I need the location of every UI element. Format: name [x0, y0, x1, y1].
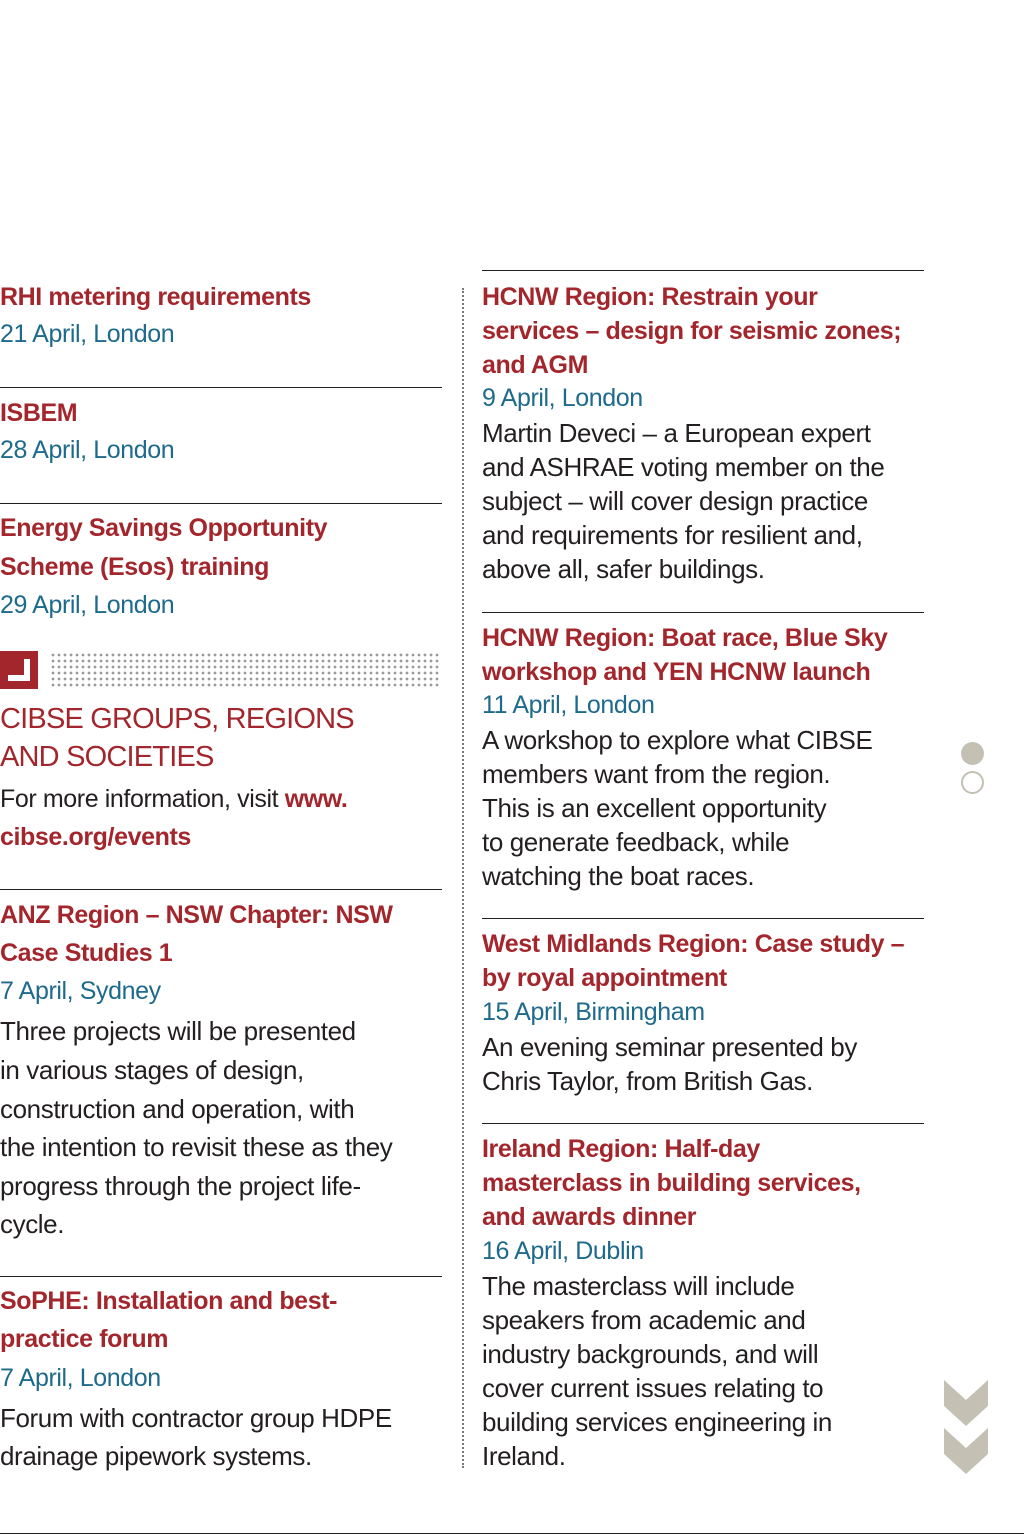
event-title: practice forum	[0, 1325, 169, 1353]
event-body: subject – will cover design practice	[482, 486, 868, 516]
bottom-rule	[0, 1533, 1024, 1534]
divider-line	[0, 1276, 442, 1277]
event-body: speakers from academic and	[482, 1305, 806, 1335]
divider-line	[482, 1123, 924, 1124]
page-dot-active[interactable]	[961, 742, 984, 765]
event-body: watching the boat races.	[482, 861, 755, 891]
event-body: industry backgrounds, and will	[482, 1339, 819, 1369]
event-date: 28 April, London	[0, 436, 175, 464]
divider-line	[0, 503, 442, 504]
event-title: Ireland Region: Half-day	[482, 1135, 760, 1163]
event-body: This is an excellent opportunity	[482, 793, 827, 823]
section-info	[0, 823, 191, 852]
event-body: in various stages of design,	[0, 1055, 304, 1085]
event-title: West Midlands Region: Case study –	[482, 930, 905, 958]
column-divider	[462, 288, 464, 1468]
event-title: ANZ Region – NSW Chapter: NSW	[0, 901, 393, 929]
divider-line	[482, 918, 924, 919]
event-date: 7 April, Sydney	[0, 977, 161, 1005]
event-body: and requirements for resilient and,	[482, 520, 863, 550]
event-title: SoPHE: Installation and best-	[0, 1287, 338, 1315]
event-title: Energy Savings Opportunity	[0, 514, 328, 542]
event-body: and ASHRAE voting member on the	[482, 452, 885, 482]
section-heading: CIBSE GROUPS, REGIONS	[0, 703, 354, 735]
dotted-band	[50, 652, 440, 689]
event-title: by royal appointment	[482, 964, 727, 992]
event-body: drainage pipework systems.	[0, 1441, 312, 1471]
event-body: cycle.	[0, 1209, 65, 1239]
event-title: ISBEM	[0, 399, 78, 427]
event-title: and AGM	[482, 351, 588, 379]
page-dot[interactable]	[961, 771, 984, 794]
event-body: cover current issues relating to	[482, 1373, 824, 1403]
event-title: HCNW Region: Restrain your	[482, 283, 818, 311]
event-title: and awards dinner	[482, 1203, 697, 1231]
event-title: Case Studies 1	[0, 939, 173, 967]
event-body: construction and operation, with	[0, 1094, 355, 1124]
events-link[interactable]: cibse.org/events	[0, 823, 191, 851]
section-heading: AND SOCIETIES	[0, 741, 214, 773]
event-date: 29 April, London	[0, 591, 175, 619]
event-body: Ireland.	[482, 1441, 566, 1471]
event-date: 21 April, London	[0, 320, 175, 348]
event-title: services – design for seismic zones;	[482, 317, 902, 345]
event-date: 7 April, London	[0, 1364, 161, 1392]
event-body: above all, safer buildings.	[482, 554, 765, 584]
event-body: Three projects will be presented	[0, 1016, 356, 1046]
event-title: masterclass in building services,	[482, 1169, 861, 1197]
event-title: Scheme (Esos) training	[0, 553, 270, 581]
event-body: An evening seminar presented by	[482, 1032, 857, 1062]
event-body: to generate feedback, while	[482, 827, 790, 857]
double-chevron-down-icon[interactable]	[942, 1380, 990, 1480]
events-link[interactable]: www.	[284, 785, 348, 813]
event-body: the intention to revisit these as they	[0, 1132, 393, 1162]
corner-arrow-icon	[0, 651, 38, 689]
event-body: A workshop to explore what CIBSE	[482, 725, 873, 755]
event-body: Chris Taylor, from British Gas.	[482, 1066, 813, 1096]
event-body: members want from the region.	[482, 759, 831, 789]
event-date: 9 April, London	[482, 384, 643, 412]
section-info	[0, 785, 347, 814]
event-body: building services engineering in	[482, 1407, 832, 1437]
info-text: For more information, visit	[0, 785, 285, 813]
event-title: HCNW Region: Boat race, Blue Sky	[482, 624, 888, 652]
divider-line	[482, 612, 924, 613]
event-date: 11 April, London	[482, 691, 655, 719]
event-body: progress through the project life-	[0, 1171, 361, 1201]
divider-line	[482, 270, 924, 271]
event-title: workshop and YEN HCNW launch	[482, 658, 871, 686]
event-date: 15 April, Birmingham	[482, 998, 705, 1026]
divider-line	[0, 889, 442, 890]
event-title: RHI metering requirements	[0, 283, 311, 311]
event-body: Forum with contractor group HDPE	[0, 1403, 392, 1433]
event-date: 16 April, Dublin	[482, 1237, 644, 1265]
event-body: Martin Deveci – a European expert	[482, 418, 871, 448]
event-body: The masterclass will include	[482, 1271, 795, 1301]
divider-line	[0, 387, 442, 388]
